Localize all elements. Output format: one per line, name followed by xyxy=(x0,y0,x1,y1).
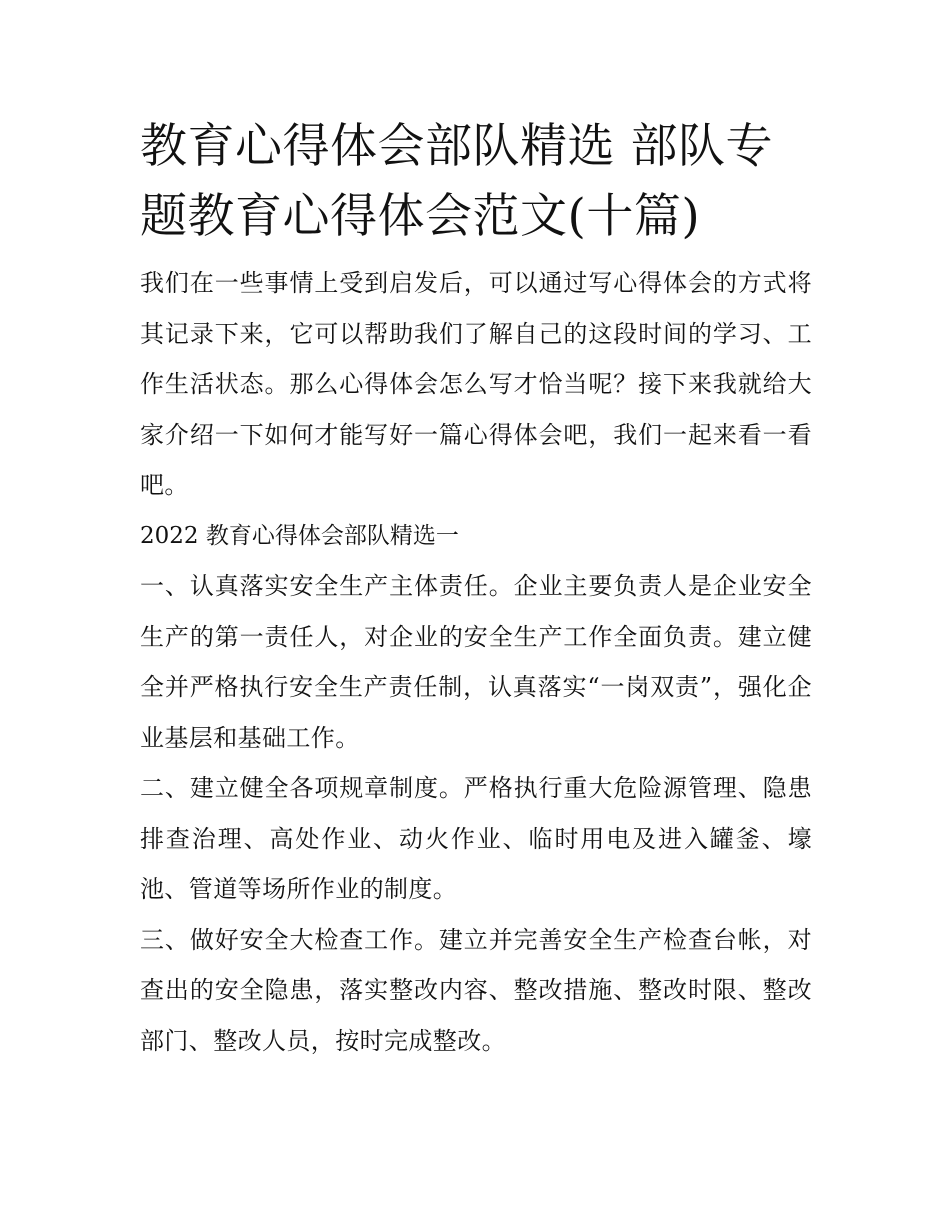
paragraph-3: 三、做好安全大检查工作。建立并完善安全生产检查台帐，对查出的安全隐患，落实整改内容、整改措施、整改时限、整改部门、整改人员，按时完成整改。 xyxy=(140,925,812,1055)
document-page xyxy=(140,112,812,1066)
paragraph-2: 二、建立健全各项规章制度。严格执行重大危险源管理、隐患排查治理、高处作业、动火作业、临时用电及进入罐釜、壕池、管道等场所作业的制度。 xyxy=(140,774,812,903)
paragraph-1: 一、认真落实安全生产主体责任。企业主要负责人是企业安全生产的第一责任人，对企业的安全生产工作全面负责。建立健全并严格执行安全生产责任制，认真落实“一岗双责”，强化企业基层和基础工作。 xyxy=(140,572,812,752)
document-title: 教育心得体会部队精选 部队专题教育心得体会范文(十篇) xyxy=(140,119,773,244)
intro-paragraph: 我们在一些事情上受到启发后，可以通过写心得体会的方式将其记录下来，它可以帮助我们了解自己的这段时间的学习、工作生活状态。那么心得体会怎么写才恰当呢？接下来我就给大家介绍一下如何才能写好一篇心得体会吧，我们一起来看一看吧。 xyxy=(140,269,812,499)
section-heading: 2022 教育心得体会部队精选一 xyxy=(140,522,459,549)
